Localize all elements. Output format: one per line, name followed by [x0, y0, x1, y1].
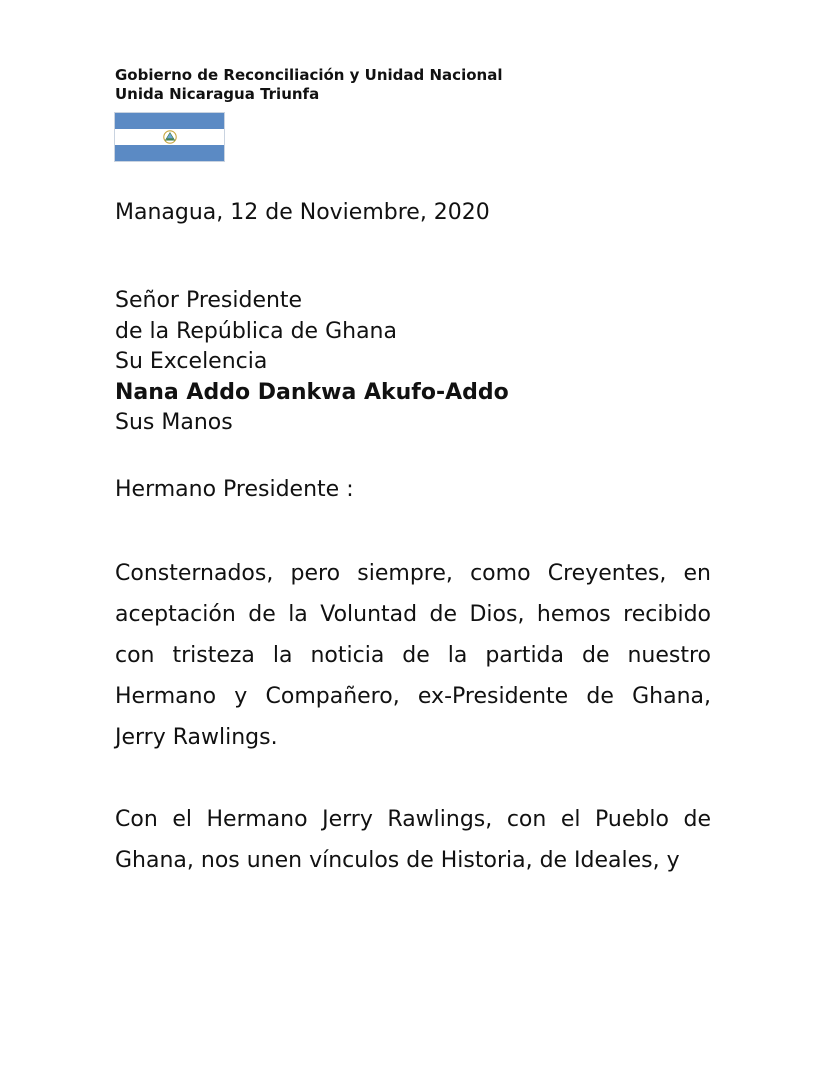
- recipient-block: [115, 286, 509, 439]
- recipient-honorific: Su Excelencia: [115, 349, 268, 374]
- recipient-delivery: Sus Manos: [115, 410, 233, 435]
- coat-of-arms-icon: [161, 130, 179, 144]
- body-paragraph: Con el Hermano Jerry Rawlings, con el Pueblo de Ghana, nos unen vínculos de Historia, de Ideales, y: [115, 807, 711, 873]
- flag-bottom-stripe: [115, 145, 224, 161]
- letterhead-slogan: Unida Nicaragua Triunfa: [115, 85, 320, 103]
- letterhead-government-name: Gobierno de Reconciliación y Unidad Nacional: [115, 66, 503, 84]
- flag-middle-stripe: [115, 129, 224, 145]
- letter-date: Managua, 12 de Noviembre, 2020: [115, 200, 490, 225]
- recipient-country: de la República de Ghana: [115, 318, 397, 344]
- nicaragua-flag-icon: [114, 112, 225, 162]
- body-paragraph: Consternados, pero siempre, como Creyentes, en aceptación de la Voluntad de Dios, hemos recibido con tristeza la noticia de la partida de nuestro Hermano y Compañero, ex-Presidente de Ghana, Jerry Rawlings.: [115, 561, 711, 750]
- letterhead: [115, 66, 502, 104]
- flag-top-stripe: [115, 113, 224, 129]
- recipient-title: Señor Presidente: [115, 288, 303, 313]
- salutation: Hermano Presidente :: [115, 477, 354, 502]
- recipient-name: Nana Addo Dankwa Akufo-Addo: [115, 379, 509, 405]
